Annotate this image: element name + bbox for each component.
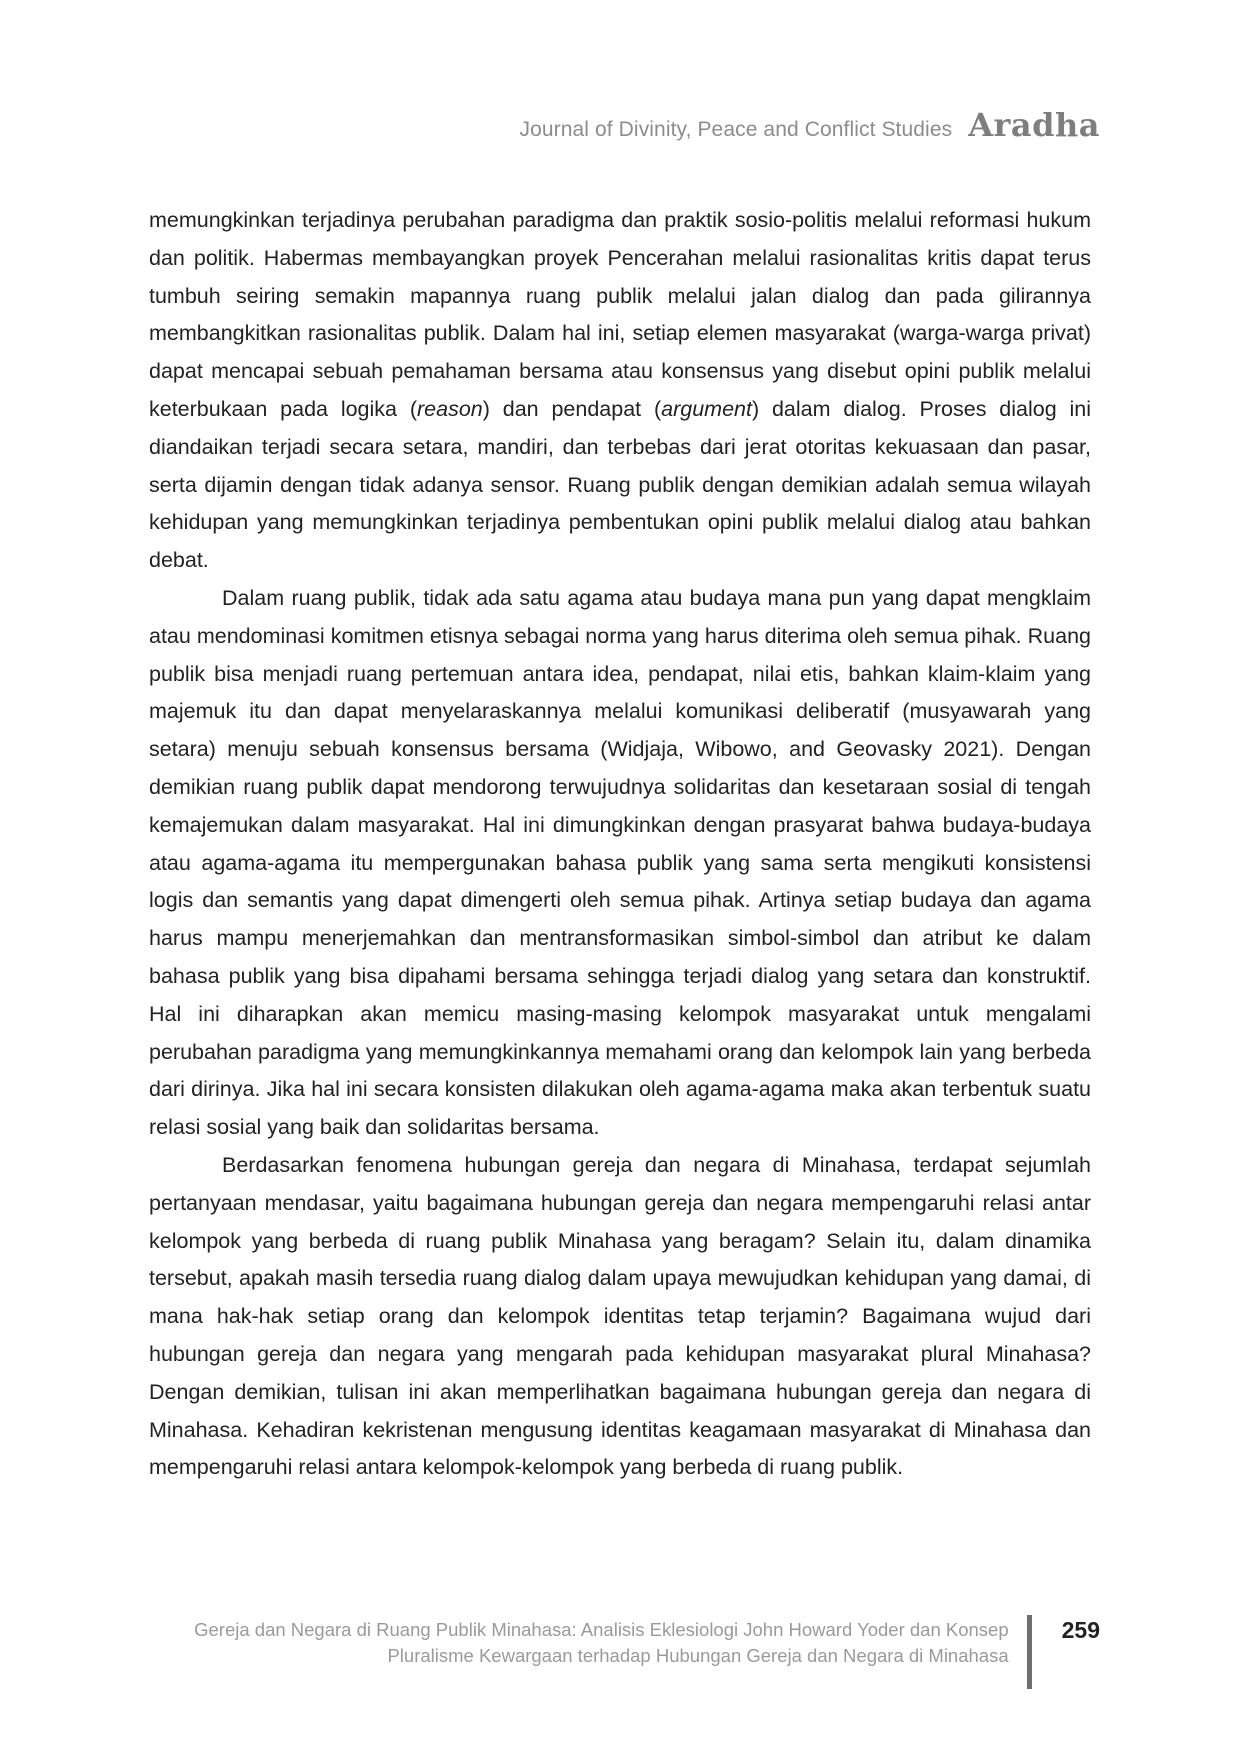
term-argument: argument [661,396,752,421]
footer-title-line-2: Pluralisme Kewargaan terhadap Hubungan Gereja dan Negara di Minahasa [387,1645,1009,1666]
journal-logo: Aradha [968,106,1100,144]
running-header [520,106,1101,144]
paragraph-3: Berdasarkan fenomena hubungan gereja dan negara di Minahasa, terdapat sejumlah pertanyaan mendasar, yaitu bagaimana hubungan gereja dan negara mempengaruhi relasi antar kelompok yang berbeda di ruang publik Minahasa yang beragam? Selain itu, dalam dinamika tersebut, apakah masih tersedia ruang dialog dalam upaya mewujudkan kehidupan yang damai, di mana hak-hak setiap orang dan kelompok identitas tetap terjamin? Bagaimana wujud dari hubungan gereja dan negara yang mengarah pada kehidupan masyarakat plural Minahasa? Dengan demikian, tulisan ini akan memperlihatkan bagaimana hubungan gereja dan negara di Minahasa. Kehadiran kekristenan mengusung identitas keagamaan masyarakat di Minahasa dan mempengaruhi relasi antara kelompok-kelompok yang berbeda di ruang publik. [149,1152,1091,1480]
running-footer [194,1615,1100,1689]
paragraph-1-text-a: memungkinkan terjadinya perubahan paradigma dan praktik sosio-politis melalui reformasi hukum dan politik. Habermas membayangkan proyek Pencerahan melalui rasionalitas kritis dapat terus tumbuh seiring semakin mapannya ruang publik melalui jalan dialog dan pada gilirannya membangkitkan rasionalitas publik. Dalam hal ini, setiap elemen masyarakat (warga-warga privat) dapat mencapai sebuah pemahaman bersama atau konsensus yang disebut opini publik melalui keterbukaan pada logika ( [149,208,1091,421]
article-body [149,202,1091,1487]
term-reason: reason [417,396,483,421]
paragraph-1-text-b: ) dan pendapat ( [482,396,662,421]
paragraph-1 [149,202,1091,580]
footer-title-line-1: Gereja dan Negara di Ruang Publik Minahasa: Analisis Eklesiologi John Howard Yoder dan Konsep [194,1619,1009,1640]
page-number: 259 [1061,1617,1100,1643]
paragraph-1-text-c: ) dalam dialog. Proses dialog ini diandaikan terjadi secara setara, mandiri, dan terbebas dari jerat otoritas kekuasaan dan pasar, serta dijamin dengan tidak adanya sensor. Ruang publik dengan demikian adalah semua wilayah kehidupan yang memungkinkan terjadinya pembentukan opini publik melalui dialog atau bahkan debat. [149,396,1092,573]
paragraph-2: Dalam ruang publik, tidak ada satu agama atau budaya mana pun yang dapat mengklaim atau mendominasi komitmen etisnya sebagai norma yang harus diterima oleh semua pihak. Ruang publik bisa menjadi ruang pertemuan antara idea, pendapat, nilai etis, bahkan klaim-klaim yang majemuk itu dan dapat menyelaraskannya melalui komunikasi deliberatif (musyawarah yang setara) menuju sebuah konsensus bersama (Widjaja, Wibowo, and Geovasky 2021). Dengan demikian ruang publik dapat mendorong terwujudnya solidaritas dan kesetaraan sosial di tengah kemajemukan dalam masyarakat. Hal ini dimungkinkan dengan prasyarat bahwa budaya-budaya atau agama-agama itu mempergunakan bahasa publik yang sama serta mengikuti konsistensi logis dan semantis yang dapat dimengerti oleh semua pihak. Artinya setiap budaya dan agama harus mampu menerjemahkan dan mentransformasikan simbol-simbol dan atribut ke dalam bahasa publik yang bisa dipahami bersama sehingga terjadi dialog yang setara dan konstruktif. Hal ini diharapkan akan memicu masing-masing kelompok masyarakat untuk mengalami perubahan paradigma yang memungkinkannya memahami orang dan kelompok lain yang berbeda dari dirinya. Jika hal ini secara konsisten dilakukan oleh agama-agama maka akan terbentuk suatu relasi sosial yang baik dan solidaritas bersama. [149,585,1091,1140]
footer-article-title [194,1615,1027,1669]
journal-name: Journal of Divinity, Peace and Conflict Studies [519,118,953,141]
